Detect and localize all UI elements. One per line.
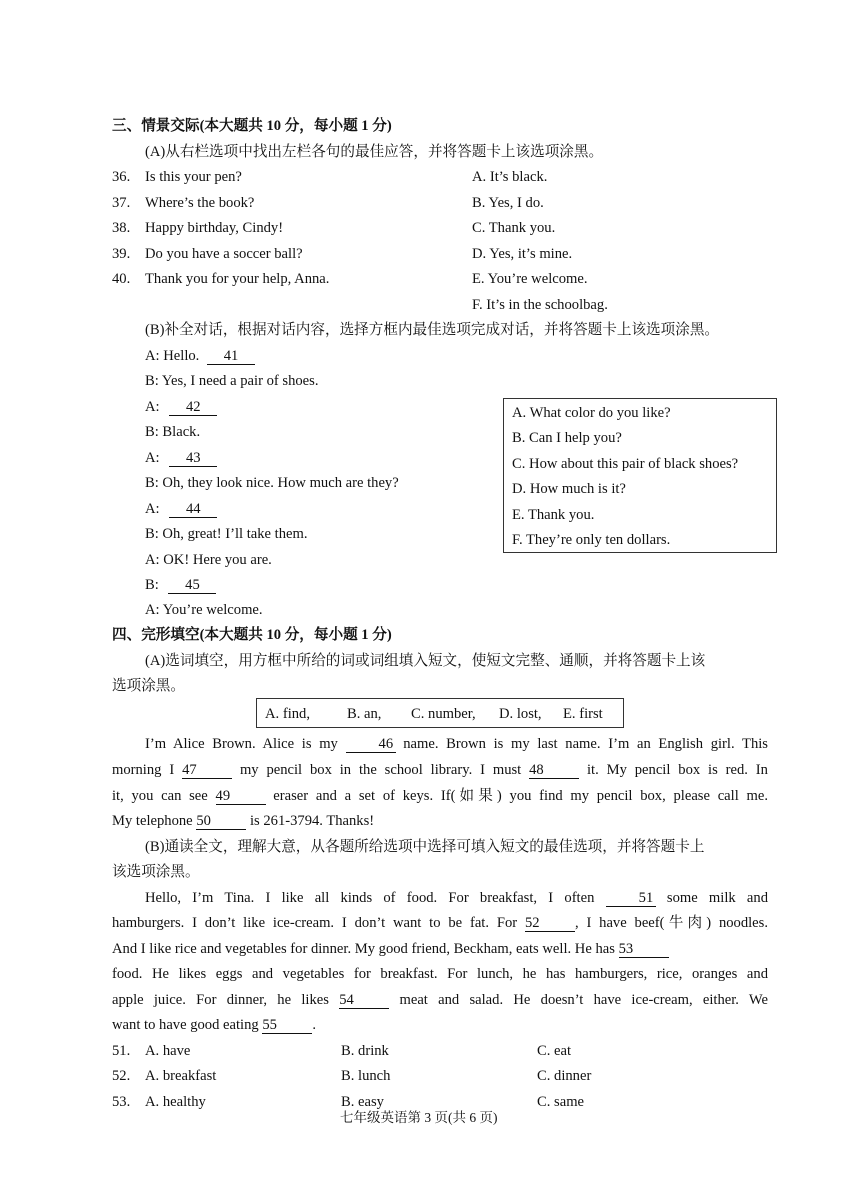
passage-text: name. Brown is my last name. I’m an English girl. This (403, 736, 768, 752)
answer-option: A. It’s black. (472, 169, 548, 185)
answer-blank: 41 (207, 348, 255, 365)
answer-option: E. You’re welcome. (472, 271, 588, 287)
question-number: 36. (112, 169, 131, 185)
box-option: C. How about this pair of black shoes? (512, 456, 739, 472)
question-text: Do you have a soccer ball? (145, 246, 303, 262)
dialogue-text: A: (145, 399, 160, 415)
answer-blank: 51 (606, 890, 656, 907)
choice-option: A. have (145, 1043, 191, 1059)
question-number: 40. (112, 271, 131, 287)
answer-blank: 44 (169, 501, 217, 518)
section4-partB-instruction-cont: 该选项涂黑。 (112, 864, 200, 880)
choice-option: B. drink (341, 1043, 389, 1059)
box-option: F. They’re only ten dollars. (512, 532, 671, 548)
passage-line: food. He likes eggs and vegetables for breakfast. For lunch, he has hamburgers, rice, oranges and (112, 966, 768, 982)
dialogue-line: A: OK! Here you are. (145, 552, 272, 568)
passage-line (112, 890, 768, 907)
section4-partA-instruction: (A)选词填空，用方框中所给的词或词组填入短文，使短文完整、通顺，并将答题卡上该 (145, 653, 706, 669)
passage-text: , I have beef(牛肉) noodles. (574, 915, 768, 931)
dialogue-text: B: (145, 577, 159, 593)
passage-text: . (312, 1017, 317, 1033)
section3-heading: 三、情景交际(本大题共 10 分，每小题 1 分) (112, 118, 392, 134)
passage-text: I’m Alice Brown. Alice is my (145, 736, 338, 752)
passage-text: morning I (112, 762, 175, 778)
answer-blank: 48 (529, 762, 579, 779)
answer-option: F. It’s in the schoolbag. (472, 297, 608, 313)
dialogue-line: B: Oh, they look nice. How much are they? (145, 475, 399, 491)
dialogue-line (145, 450, 217, 467)
passage-text: it. My pencil box is red. In (586, 762, 768, 778)
answer-blank: 46 (346, 736, 396, 753)
answer-blank: 42 (169, 399, 217, 416)
answer-blank: 52 (525, 915, 575, 932)
dialogue-line (145, 348, 255, 365)
passage-text: want to have good eating (112, 1017, 259, 1033)
dialogue-text: A: Hello. (145, 348, 200, 364)
dialogue-line: A: You’re welcome. (145, 602, 263, 618)
choice-option: C. dinner (537, 1068, 592, 1084)
choice-number: 52. (112, 1068, 131, 1084)
question-text: Is this your pen? (145, 169, 242, 185)
box-option: E. Thank you. (512, 507, 595, 523)
choice-option: C. same (537, 1094, 585, 1110)
passage-text: eraser and a set of keys. If(如果) you find my pencil box, please call me. (273, 788, 768, 804)
question-number: 37. (112, 195, 131, 211)
passage-text: my pencil box in the school library. I must (239, 762, 522, 778)
answer-blank: 49 (216, 788, 266, 805)
choice-option: B. easy (341, 1094, 384, 1110)
dialogue-line: B: Yes, I need a pair of shoes. (145, 373, 319, 389)
section3-partA-instruction: (A)从右栏选项中找出左栏各句的最佳应答，并将答题卡上该选项涂黑。 (145, 144, 604, 160)
question-number: 39. (112, 246, 131, 262)
passage-line (112, 736, 768, 753)
choice-option: C. eat (537, 1043, 572, 1059)
section4-partB-instruction: (B)通读全文，理解大意，从各题所给选项中选择可填入短文的最佳选项，并将答题卡上 (145, 839, 705, 855)
answer-blank: 55 (262, 1017, 312, 1034)
passage-text: meat and salad. He doesn’t have ice-cream, either. We (399, 992, 769, 1008)
passage-text: some milk and (666, 890, 769, 906)
passage-text: hamburgers. I don’t like ice-cream. I don’t want to be fat. For (112, 915, 518, 931)
dialogue-text: A: (145, 450, 160, 466)
box-option: D. How much is it? (512, 481, 626, 497)
passage-line (112, 788, 768, 805)
answer-blank: 45 (168, 577, 216, 594)
choice-option: A. breakfast (145, 1068, 217, 1084)
answer-blank: 53 (619, 941, 669, 958)
passage-text: is 261-3794. Thanks! (249, 813, 375, 829)
answer-option: D. Yes, it’s mine. (472, 246, 573, 262)
section3-partB-instruction: (B)补全对话，根据对话内容，选择方框内最佳选项完成对话，并将答题卡上该选项涂黑。 (145, 322, 720, 338)
page-footer: 七年级英语第 3 页(共 6 页) (340, 1110, 498, 1125)
passage-line (112, 1017, 768, 1034)
word-choice: D. lost, (499, 706, 542, 722)
passage-text: it, you can see (112, 788, 208, 804)
choice-option: B. lunch (341, 1068, 391, 1084)
question-text: Thank you for your help, Anna. (145, 271, 330, 287)
word-choice: E. first (563, 706, 603, 722)
section4-heading: 四、完形填空(本大题共 10 分，每小题 1 分) (112, 627, 392, 643)
passage-text: My telephone (112, 813, 193, 829)
word-choice: A. find, (265, 706, 310, 722)
dialogue-text: A: (145, 501, 160, 517)
word-choice: C. number, (411, 706, 476, 722)
answer-blank: 50 (196, 813, 246, 830)
dialogue-line (145, 399, 217, 416)
question-text: Happy birthday, Cindy! (145, 220, 284, 236)
passage-text: Hello, I’m Tina. I like all kinds of food. For breakfast, I often (145, 890, 595, 906)
passage-text: apple juice. For dinner, he likes (112, 992, 329, 1008)
word-choice: B. an, (347, 706, 382, 722)
choice-option: A. healthy (145, 1094, 206, 1110)
box-option: A. What color do you like? (512, 405, 671, 421)
question-number: 38. (112, 220, 131, 236)
answer-blank: 47 (182, 762, 232, 779)
dialogue-options-box (503, 398, 777, 553)
passage-line (112, 813, 768, 830)
answer-blank: 54 (339, 992, 389, 1009)
passage-line (112, 992, 768, 1009)
section4-partA-instruction-cont: 选项涂黑。 (112, 678, 185, 694)
passage-text: And I like rice and vegetables for dinner. My good friend, Beckham, eats well. He has (112, 941, 615, 957)
answer-blank: 43 (169, 450, 217, 467)
choice-number: 53. (112, 1094, 131, 1110)
passage-line (112, 915, 768, 932)
dialogue-line: B: Black. (145, 424, 201, 440)
dialogue-line: B: Oh, great! I’ll take them. (145, 526, 308, 542)
passage-line (112, 941, 768, 958)
word-choice-box (256, 698, 624, 728)
dialogue-line (145, 577, 216, 594)
choice-number: 51. (112, 1043, 131, 1059)
answer-option: C. Thank you. (472, 220, 556, 236)
answer-option: B. Yes, I do. (472, 195, 544, 211)
passage-line (112, 762, 768, 779)
dialogue-line (145, 501, 217, 518)
question-text: Where’s the book? (145, 195, 255, 211)
box-option: B. Can I help you? (512, 430, 622, 446)
